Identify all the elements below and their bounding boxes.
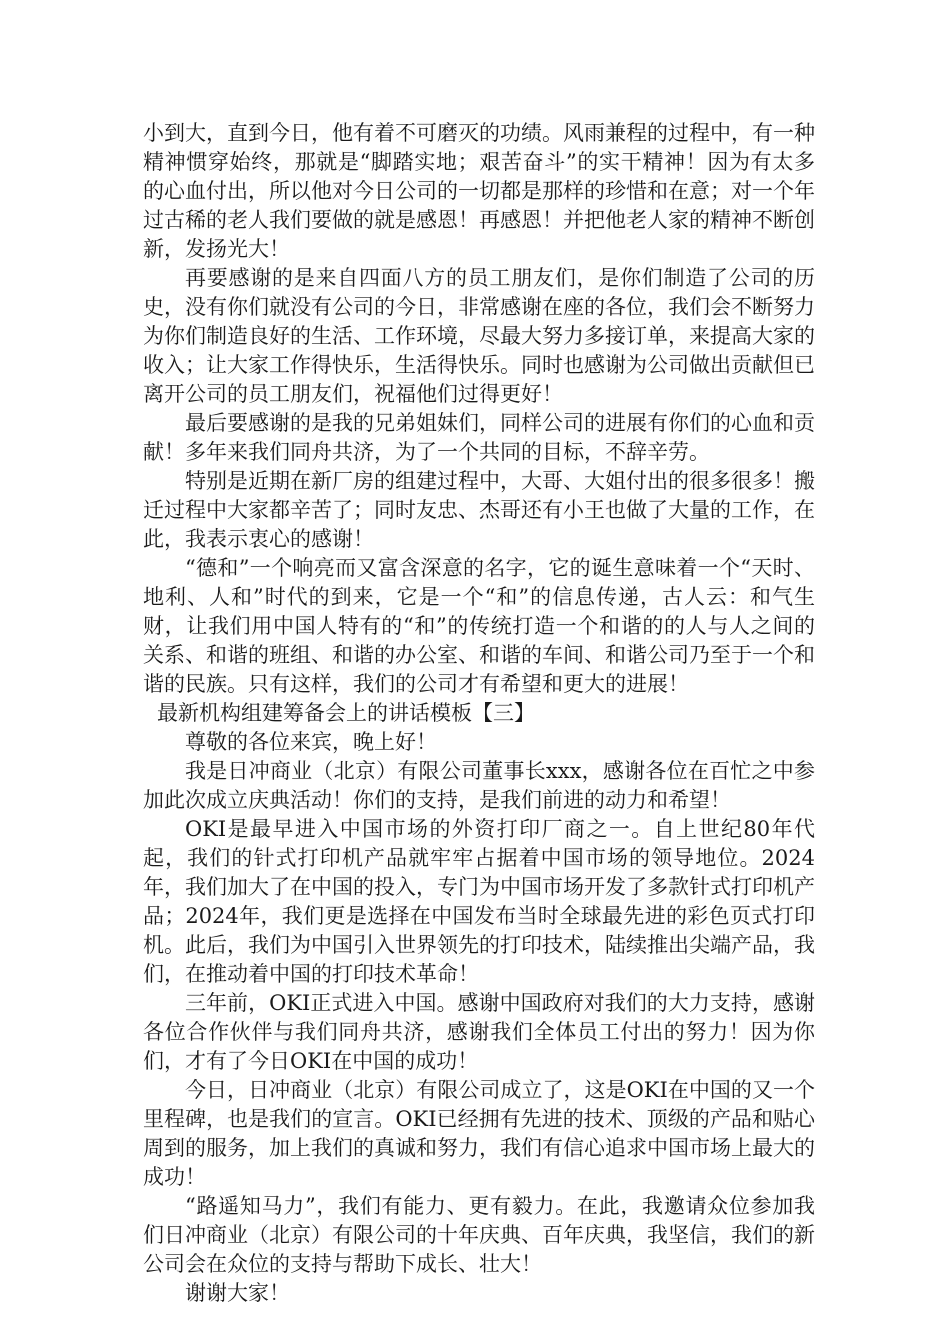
paragraph: OKI是最早进入中国市场的外资打印厂商之一。自上世纪80年代起，我们的针式打印机产品就牢牢占据着中国市场的领导地位。2024年，我们加大了在中国的投入，专门为中国市场开发了多款针式打印机产品；2024年，我们更是选择在中国发布当时全球最先进的彩色页式打印机。此后，我们为中国引入世界领先的打印技术，陆续推出尖端产品，我们，在推动着中国的打印技术革命！ [143, 817, 815, 986]
paragraph: 我是日冲商业（北京）有限公司董事长xxx，感谢各位在百忙之中参加此次成立庆典活动！你们的支持，是我们前进的动力和希望！ [143, 759, 815, 812]
document-body [143, 119, 815, 1308]
paragraph: 特别是近期在新厂房的组建过程中，大哥、大姐付出的很多很多！搬迁过程中大家都辛苦了；同时友忠、杰哥还有小王也做了大量的工作，在此，我表示衷心的感谢！ [143, 469, 815, 551]
paragraph: 谢谢大家！ [185, 1281, 290, 1305]
paragraph: 小到大，直到今日，他有着不可磨灭的功绩。风雨兼程的过程中，有一种精神惯穿始终，那就是“脚踏实地；艰苦奋斗”的实干精神！因为有太多的心血付出，所以他对今日公司的一切都是那样的珍惜和在意；对一个年过古稀的老人我们要做的就是感恩！再感恩！并把他老人家的精神不断创新，发扬光大！ [143, 121, 815, 261]
paragraph: 最后要感谢的是我的兄弟姐妹们，同样公司的进展有你们的心血和贡献！多年来我们同舟共济，为了一个共同的目标，不辞辛劳。 [143, 411, 815, 464]
paragraph: 今日，日冲商业（北京）有限公司成立了，这是OKI在中国的又一个里程碑，也是我们的宣言。OKI已经拥有先进的技术、顶级的产品和贴心周到的服务，加上我们的真诚和努力，我们有信心追求中国市场上最大的成功！ [143, 1078, 815, 1189]
section-heading: 最新机构组建筹备会上的讲话模板【三】 [157, 701, 535, 725]
paragraph: “路遥知马力”，我们有能力、更有毅力。在此，我邀请众位参加我们日冲商业（北京）有限公司的十年庆典、百年庆典，我坚信，我们的新公司会在众位的支持与帮助下成长、壮大！ [143, 1194, 815, 1276]
paragraph: 三年前，OKI正式进入中国。感谢中国政府对我们的大力支持，感谢各位合作伙伴与我们同舟共济，感谢我们全体员工付出的努力！因为你们，才有了今日OKI在中国的成功！ [143, 991, 815, 1073]
paragraph: “德和”一个响亮而又富含深意的名字，它的诞生意味着一个“天时、地利、人和”时代的到来，它是一个“和”的信息传递，古人云：和气生财，让我们用中国人特有的“和”的传统打造一个和谐的的人与人之间的关系、和谐的班组、和谐的办公室、和谐的车间、和谐公司乃至于一个和谐的民族。只有这样，我们的公司才有希望和更大的进展！ [143, 556, 815, 696]
paragraph: 尊敬的各位来宾，晚上好！ [185, 730, 437, 754]
paragraph: 再要感谢的是来自四面八方的员工朋友们，是你们制造了公司的历史，没有你们就没有公司的今日，非常感谢在座的各位，我们会不断努力为你们制造良好的生活、工作环境，尽最大努力多接订单，来提高大家的收入；让大家工作得快乐，生活得快乐。同时也感谢为公司做出贡献但已离开公司的员工朋友们，祝福他们过得更好！ [143, 266, 815, 406]
